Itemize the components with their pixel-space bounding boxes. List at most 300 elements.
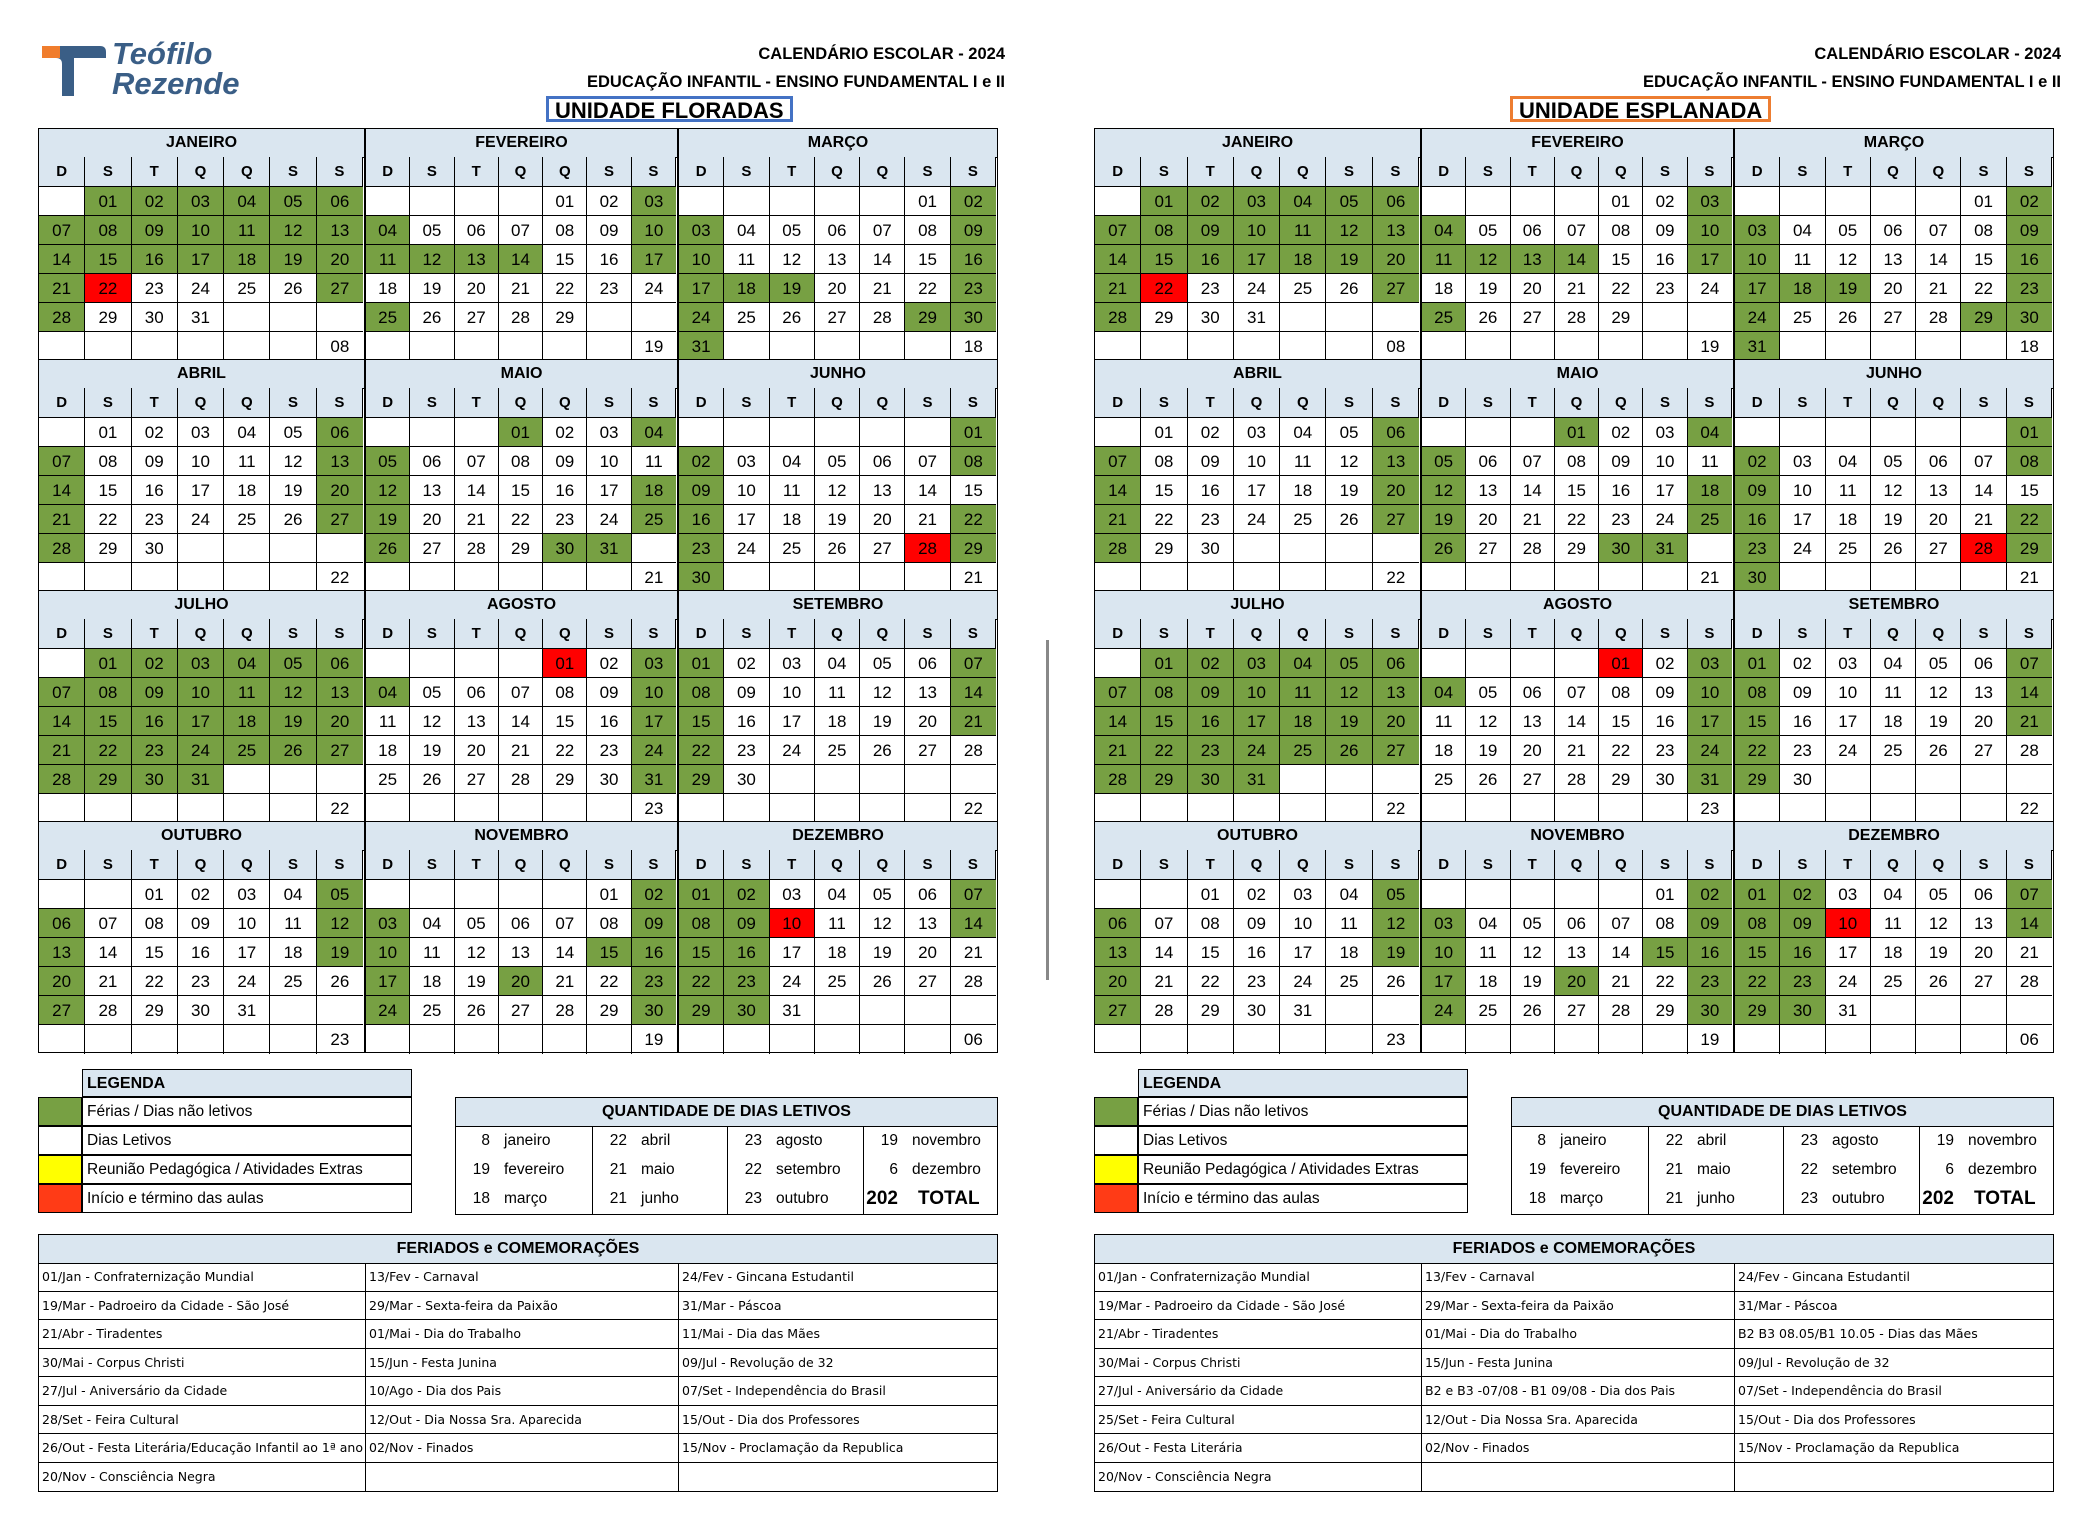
day-cell: 15 <box>85 476 131 505</box>
day-cell <box>455 187 499 216</box>
legend-label: Férias / Dias não letivos <box>1138 1097 1468 1126</box>
weekday-header: S <box>587 157 631 187</box>
day-cell: 29 <box>1141 303 1187 332</box>
weekday-header: D <box>1422 619 1466 649</box>
day-cell: 20 <box>317 707 363 736</box>
day-cell: 18 <box>1871 938 1916 967</box>
day-cell <box>1871 418 1916 447</box>
day-cell: 18 <box>1688 476 1732 505</box>
day-cell: 06 <box>317 187 363 216</box>
day-cell: 15 <box>1599 707 1643 736</box>
day-cell: 23 <box>1188 505 1234 534</box>
day-cell: 27 <box>1555 996 1599 1025</box>
day-cell: 18 <box>366 274 410 303</box>
day-cell: 22 <box>1735 736 1780 765</box>
day-cell: 11 <box>366 707 410 736</box>
weekday-header: Q <box>499 388 543 418</box>
day-cell <box>679 794 724 823</box>
school-days-month: fevereiro <box>1560 1161 1621 1178</box>
day-cell <box>1095 332 1141 361</box>
month-school-days-count: 18 <box>963 337 983 356</box>
weekday-header: T <box>1826 388 1871 418</box>
day-cell: 24 <box>587 505 631 534</box>
day-cell: 20 <box>1555 967 1599 996</box>
day-cell: 01 <box>1735 880 1780 909</box>
weekday-header: D <box>1735 850 1780 880</box>
day-cell <box>1555 332 1599 361</box>
day-cell: 05 <box>1326 418 1372 447</box>
day-cell: 30 <box>951 303 996 332</box>
day-cell: 23 <box>1643 736 1687 765</box>
holiday-cell <box>366 1463 679 1492</box>
day-cell <box>1188 1025 1234 1054</box>
day-cell: 01 <box>1188 880 1234 909</box>
day-cell <box>1422 794 1466 823</box>
day-cell: 10 <box>224 909 270 938</box>
day-cell: 05 <box>455 909 499 938</box>
weekday-header: S <box>1141 850 1187 880</box>
day-cell: 13 <box>455 707 499 736</box>
day-cell <box>905 418 950 447</box>
day-cell <box>770 418 815 447</box>
day-cell: 23 <box>1688 967 1732 996</box>
day-cell <box>1234 332 1280 361</box>
day-cell: 30 <box>632 996 676 1025</box>
day-cell: 26 <box>1326 736 1372 765</box>
day-cell: 06 <box>1916 447 1961 476</box>
day-cell <box>270 303 316 332</box>
day-cell <box>224 765 270 794</box>
day-cell <box>1643 303 1687 332</box>
day-cell: 01 <box>1141 649 1187 678</box>
day-cell: 19 <box>410 736 454 765</box>
day-cell: 03 <box>1826 649 1871 678</box>
day-cell <box>1599 563 1643 592</box>
day-cell: 12 <box>860 909 905 938</box>
day-cell: 27 <box>1373 736 1419 765</box>
day-cell: 19 <box>1871 505 1916 534</box>
day-cell: 15 <box>2007 476 2052 505</box>
day-cell: 09 <box>132 447 178 476</box>
day-cell: 25 <box>1871 736 1916 765</box>
day-cell: 30 <box>1688 996 1732 1025</box>
day-cell: 28 <box>1916 303 1961 332</box>
legend-item <box>1094 1155 1468 1184</box>
month-agosto <box>1421 590 1734 822</box>
day-cell: 24 <box>178 736 224 765</box>
weekday-header: D <box>39 388 85 418</box>
school-days-title: QUANTIDADE DE DIAS LETIVOS <box>1512 1098 2053 1127</box>
day-cell: 17 <box>1735 274 1780 303</box>
legend-label: Início e término das aulas <box>82 1184 412 1213</box>
day-cell: 22 <box>85 505 131 534</box>
weekday-header: D <box>1735 157 1780 187</box>
day-cell <box>1871 187 1916 216</box>
day-cell <box>1826 765 1871 794</box>
day-cell: 09 <box>951 216 996 245</box>
weekday-header: S <box>1466 619 1510 649</box>
day-cell: 09 <box>1234 909 1280 938</box>
day-cell: 26 <box>455 996 499 1025</box>
day-cell: 14 <box>39 245 85 274</box>
day-cell: 14 <box>39 707 85 736</box>
holiday-cell: 01/Jan - Confraternização Mundial <box>39 1263 366 1292</box>
school-days-table <box>1511 1097 2054 1215</box>
school-days-month: setembro <box>776 1161 841 1178</box>
holiday-cell: 31/Mar - Páscoa <box>1735 1292 2053 1321</box>
school-days-month: outubro <box>776 1190 829 1207</box>
day-cell <box>1280 303 1326 332</box>
day-cell: 22 <box>543 736 587 765</box>
day-cell: 24 <box>1735 303 1780 332</box>
calendar-title: CALENDÁRIO ESCOLAR - 2024 <box>1814 45 2061 63</box>
day-cell: 04 <box>410 909 454 938</box>
day-cell <box>724 563 769 592</box>
day-cell: 15 <box>1961 245 2006 274</box>
holiday-cell: 02/Nov - Finados <box>366 1434 679 1463</box>
day-cell: 13 <box>39 938 85 967</box>
day-cell <box>905 765 950 794</box>
day-cell: 02 <box>1234 880 1280 909</box>
day-cell <box>1826 563 1871 592</box>
day-cell <box>1871 765 1916 794</box>
day-cell: 13 <box>1871 245 1916 274</box>
day-cell: 14 <box>1555 245 1599 274</box>
day-cell: 24 <box>724 534 769 563</box>
day-cell: 08 <box>679 909 724 938</box>
day-cell: 09 <box>1599 447 1643 476</box>
day-cell <box>1466 418 1510 447</box>
day-cell: 16 <box>2007 245 2052 274</box>
day-cell: 17 <box>366 967 410 996</box>
day-cell: 09 <box>1188 447 1234 476</box>
school-days-column <box>1512 1126 1649 1214</box>
day-cell: 02 <box>1688 880 1732 909</box>
month-school-days-count: 23 <box>1386 1030 1406 1049</box>
day-cell: 30 <box>543 534 587 563</box>
school-days-month: novembro <box>912 1132 981 1149</box>
day-cell: 26 <box>1373 967 1419 996</box>
day-cell: 23 <box>679 534 724 563</box>
day-cell: 17 <box>1234 707 1280 736</box>
page-divider <box>1046 640 1049 980</box>
day-cell <box>224 794 270 823</box>
holiday-cell: 27/Jul - Aniversário da Cidade <box>1095 1377 1422 1406</box>
day-cell <box>455 563 499 592</box>
day-cell: 24 <box>1643 505 1687 534</box>
day-cell: 03 <box>1688 649 1732 678</box>
weekday-header: Q <box>1280 388 1326 418</box>
day-cell: 29 <box>1735 765 1780 794</box>
day-cell: 22 <box>2007 505 2052 534</box>
day-cell: 07 <box>1599 909 1643 938</box>
school-days-month: janeiro <box>504 1132 551 1149</box>
day-cell <box>1326 996 1372 1025</box>
month-name: JUNHO <box>1735 360 2053 389</box>
day-cell: 26 <box>770 303 815 332</box>
day-cell: 17 <box>1234 476 1280 505</box>
brand-logo <box>40 38 260 102</box>
weekday-header: Q <box>1871 850 1916 880</box>
day-cell <box>39 332 85 361</box>
day-cell: 22 <box>905 274 950 303</box>
day-cell: 11 <box>1280 447 1326 476</box>
day-cell: 24 <box>1234 274 1280 303</box>
day-cell: 23 <box>543 505 587 534</box>
weekday-header: S <box>317 388 363 418</box>
day-cell <box>39 187 85 216</box>
holiday-cell: 19/Mar - Padroeiro da Cidade - São José <box>1095 1292 1422 1321</box>
school-days-entry <box>728 1155 863 1184</box>
day-cell <box>1373 765 1419 794</box>
day-cell: 18 <box>1280 476 1326 505</box>
day-cell: 15 <box>679 938 724 967</box>
school-days-count: 22 <box>1800 1161 1818 1178</box>
day-cell: 20 <box>905 707 950 736</box>
day-cell: 14 <box>1095 707 1141 736</box>
weekday-header: Q <box>1555 388 1599 418</box>
day-cell: 18 <box>270 938 316 967</box>
day-cell: 18 <box>1780 274 1825 303</box>
day-cell: 14 <box>499 245 543 274</box>
day-cell: 24 <box>770 736 815 765</box>
school-days-month: TOTAL <box>1974 1188 2036 1209</box>
day-cell <box>860 332 905 361</box>
holiday-cell: 29/Mar - Sexta-feira da Paixão <box>1422 1292 1735 1321</box>
day-cell: 16 <box>1234 938 1280 967</box>
day-cell: 08 <box>1141 678 1187 707</box>
school-days-month: dezembro <box>1968 1161 2037 1178</box>
day-cell <box>543 794 587 823</box>
month-name: SETEMBRO <box>1735 591 2053 620</box>
day-cell: 10 <box>632 216 676 245</box>
day-cell: 18 <box>410 967 454 996</box>
day-cell: 06 <box>410 447 454 476</box>
day-cell <box>815 187 860 216</box>
day-cell <box>270 1025 316 1054</box>
school-days-count: 23 <box>744 1132 762 1149</box>
month-name: MAIO <box>1422 360 1733 389</box>
day-cell: 22 <box>1141 274 1187 303</box>
school-days-entry <box>728 1184 863 1213</box>
day-cell: 23 <box>1643 274 1687 303</box>
day-cell: 02 <box>1643 649 1687 678</box>
day-cell <box>1780 563 1825 592</box>
weekday-header: S <box>1141 388 1187 418</box>
day-cell: 12 <box>1511 938 1555 967</box>
day-cell <box>1826 794 1871 823</box>
day-cell: 16 <box>587 707 631 736</box>
day-cell <box>1511 880 1555 909</box>
day-cell: 30 <box>178 996 224 1025</box>
day-cell: 04 <box>724 216 769 245</box>
day-cell <box>1095 1025 1141 1054</box>
weekday-header: S <box>1326 157 1372 187</box>
day-cell: 09 <box>1643 678 1687 707</box>
day-cell: 09 <box>1643 216 1687 245</box>
month-school-days-count: 19 <box>644 337 664 356</box>
day-cell: 28 <box>39 765 85 794</box>
day-cell <box>270 332 316 361</box>
day-cell <box>1234 563 1280 592</box>
day-cell: 07 <box>1095 447 1141 476</box>
day-cell <box>587 1025 631 1054</box>
day-cell <box>178 332 224 361</box>
day-cell: 16 <box>1643 245 1687 274</box>
day-cell: 28 <box>85 996 131 1025</box>
legend-title: LEGENDA <box>1138 1069 1468 1097</box>
day-cell: 07 <box>455 447 499 476</box>
day-cell: 08 <box>85 216 131 245</box>
day-cell: 21 <box>1916 274 1961 303</box>
day-cell: 03 <box>1234 187 1280 216</box>
day-cell: 22 <box>679 736 724 765</box>
brand-name-line1: Teófilo <box>112 36 213 71</box>
holiday-cell: 26/Out - Festa Literária <box>1095 1434 1422 1463</box>
weekday-header: S <box>1780 388 1825 418</box>
day-cell: 28 <box>1141 996 1187 1025</box>
school-days-entry <box>1649 1184 1783 1213</box>
day-cell <box>39 649 85 678</box>
day-cell: 20 <box>410 505 454 534</box>
day-cell: 08 <box>543 216 587 245</box>
month-abril <box>38 359 365 591</box>
month-name: OUTUBRO <box>1095 822 1420 851</box>
day-cell: 20 <box>317 245 363 274</box>
day-cell: 14 <box>499 707 543 736</box>
weekday-header: S <box>85 850 131 880</box>
day-cell: 10 <box>724 476 769 505</box>
day-cell <box>1599 794 1643 823</box>
day-cell: 04 <box>1466 909 1510 938</box>
day-cell: 16 <box>951 245 996 274</box>
month-novembro <box>1421 821 1734 1053</box>
weekday-header: T <box>455 157 499 187</box>
day-cell: 25 <box>1280 274 1326 303</box>
day-cell <box>724 187 769 216</box>
day-cell: 10 <box>1826 909 1871 938</box>
school-days-month: maio <box>1697 1161 1731 1178</box>
day-cell: 18 <box>224 707 270 736</box>
day-cell: 15 <box>1141 707 1187 736</box>
day-cell <box>39 1025 85 1054</box>
day-cell <box>1961 765 2006 794</box>
day-cell: 03 <box>178 649 224 678</box>
day-cell: 29 <box>679 996 724 1025</box>
day-cell: 25 <box>815 736 860 765</box>
day-cell: 19 <box>1326 707 1372 736</box>
day-cell <box>679 1025 724 1054</box>
day-cell: 12 <box>1326 678 1372 707</box>
weekday-header: D <box>1095 388 1141 418</box>
school-days-count: 19 <box>880 1132 898 1149</box>
holiday-cell: 29/Mar - Sexta-feira da Paixão <box>366 1292 679 1321</box>
day-cell: 31 <box>770 996 815 1025</box>
weekday-header: Q <box>224 157 270 187</box>
legend-label: Reunião Pedagógica / Atividades Extras <box>82 1155 412 1184</box>
month-school-days-count: 23 <box>644 799 664 818</box>
legend-swatch <box>1094 1155 1138 1184</box>
day-cell: 19 <box>770 274 815 303</box>
weekday-header: S <box>85 388 131 418</box>
weekday-header: S <box>1326 850 1372 880</box>
day-cell <box>1780 187 1825 216</box>
day-cell: 09 <box>724 678 769 707</box>
day-cell <box>132 1025 178 1054</box>
school-days-count: 21 <box>609 1190 627 1207</box>
day-cell: 20 <box>860 505 905 534</box>
day-cell: 14 <box>543 938 587 967</box>
day-cell: 27 <box>1373 274 1419 303</box>
day-cell <box>1234 1025 1280 1054</box>
holiday-cell: 09/Jul - Revolução de 32 <box>679 1349 997 1378</box>
day-cell: 25 <box>1871 967 1916 996</box>
day-cell <box>1422 563 1466 592</box>
day-cell: 27 <box>1961 736 2006 765</box>
holiday-cell: 12/Out - Dia Nossa Sra. Aparecida <box>366 1406 679 1435</box>
day-cell: 10 <box>587 447 631 476</box>
day-cell <box>1916 1025 1961 1054</box>
calendar-floradas <box>38 0 1005 1534</box>
day-cell: 19 <box>815 505 860 534</box>
day-cell: 14 <box>2007 909 2052 938</box>
day-cell: 11 <box>1422 245 1466 274</box>
school-days-count: 8 <box>1537 1132 1546 1149</box>
day-cell: 11 <box>1422 707 1466 736</box>
weekday-header: Q <box>1599 619 1643 649</box>
day-cell: 17 <box>770 707 815 736</box>
day-cell: 05 <box>366 447 410 476</box>
day-cell: 07 <box>85 909 131 938</box>
weekday-header: S <box>905 157 950 187</box>
day-cell: 09 <box>2007 216 2052 245</box>
month-school-days-count: 06 <box>963 1030 983 1049</box>
day-cell: 18 <box>770 505 815 534</box>
day-cell: 25 <box>1326 967 1372 996</box>
day-cell <box>587 303 631 332</box>
day-cell: 07 <box>860 216 905 245</box>
day-cell <box>1326 332 1372 361</box>
day-cell: 31 <box>632 765 676 794</box>
weekday-header: Q <box>1916 619 1961 649</box>
day-cell <box>1916 418 1961 447</box>
day-cell: 29 <box>1643 996 1687 1025</box>
day-cell: 24 <box>632 736 676 765</box>
day-cell: 02 <box>2007 187 2052 216</box>
day-cell: 25 <box>1422 303 1466 332</box>
day-cell <box>224 1025 270 1054</box>
day-cell: 17 <box>1643 476 1687 505</box>
day-cell <box>1643 794 1687 823</box>
day-cell: 26 <box>815 534 860 563</box>
day-cell <box>317 996 363 1025</box>
day-cell: 30 <box>724 765 769 794</box>
day-cell <box>270 534 316 563</box>
day-cell: 11 <box>224 216 270 245</box>
day-cell <box>1326 303 1372 332</box>
day-cell: 03 <box>1735 216 1780 245</box>
day-cell: 06 <box>1095 909 1141 938</box>
day-cell: 09 <box>632 909 676 938</box>
day-cell: 17 <box>224 938 270 967</box>
day-cell <box>1373 996 1419 1025</box>
day-cell <box>85 563 131 592</box>
day-cell <box>39 563 85 592</box>
day-cell <box>1280 765 1326 794</box>
day-cell: 12 <box>410 245 454 274</box>
day-cell: 30 <box>1188 765 1234 794</box>
day-cell: 27 <box>317 505 363 534</box>
